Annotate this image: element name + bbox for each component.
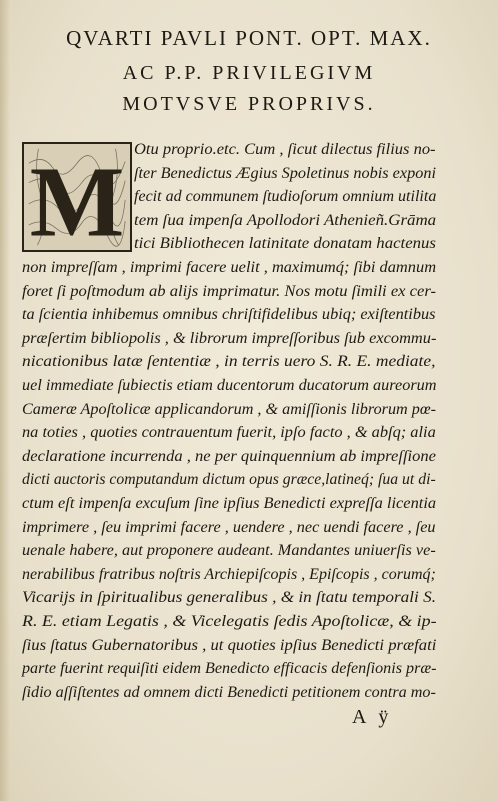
text-line: tem ſua impenſa Apollodori Athenieñ.Grāma — [134, 211, 437, 229]
text-line: tici Bibliothecen latinitate donatam hactenus — [134, 235, 436, 253]
text-line: dicti auctoris computandum dictum opus græce,latineq́; ſua ut di- — [22, 471, 436, 489]
text-line: ſter Benedictus Ægius Spoletinus nobis exponi — [134, 164, 437, 182]
text-line: na toties , quoties contrauentum fuerit, ipſo facto , & abſq; alia — [22, 424, 436, 442]
page-gutter-shadow — [0, 0, 10, 801]
signature-mark: A ÿ — [352, 706, 393, 728]
text-line: fecit ad communem ſtudioſorum omnium utilita — [134, 188, 437, 206]
text-line: ta ſcientia inhibemus omnibus chriſtifidelibus ubiq; exiſtentibus — [22, 306, 436, 324]
text-line: declaratione incurrenda , ne per quinquennium ab impreſſione — [22, 447, 437, 465]
text-line: foret ſi poſtmodum ab alijs imprimatur. Nos motu ſimili ex cer- — [22, 282, 437, 300]
svg-text:M: M — [29, 146, 125, 250]
text-line: ſius ſtatus Gubernatoribus , ut quoties ipſius Benedicti præfati — [22, 636, 437, 654]
text-line: Vicarijs in ſpiritualibus generalibus , & in ſtatu temporali S. — [22, 589, 437, 607]
text-line: uel immediate ſubiectis etiam ducentorum ducatorum aureorum — [22, 377, 437, 394]
initial-ornament-icon — [24, 144, 130, 250]
text-line: Cameræ Apoſtolicæ applicandorum , & amiſſionis librorum pœ- — [22, 400, 436, 418]
text-line: ctum eſt impenſa excuſum ſine ipſius Benedicti expreſſa licentia — [22, 495, 437, 512]
text-line: parte fuerint requiſiti eidem Benedicto efficacis defenſionis præ- — [22, 660, 437, 678]
text-line: nicationibus latæ ſententiæ , in terris uero S. R. E. mediate, — [22, 353, 436, 371]
text-line: R. E. etiam Legatis , & Vicelegatis ſedis Apoſtolicæ, & ip- — [22, 613, 437, 630]
text-line: uenale habere, aut proponere audeant. Mandantes uniuerſis ve- — [22, 542, 436, 560]
decorated-initial-m — [22, 142, 132, 252]
page-heading-line-3: MOTVSVE PROPRIVS. — [122, 93, 376, 115]
text-line: nerabilibus fratribus noſtris Archiepiſcopis , Epiſcopis , corumq́; — [22, 565, 436, 583]
page-heading-line-1: QVARTI PAVLI PONT. OPT. MAX. — [66, 26, 432, 50]
text-line: non impreſſam , imprimi facere uelit , maximumq́; ſibi damnum — [22, 259, 437, 276]
text-line: ſidio aſſiſtentes ad omnem dicti Benedicti petitionem contra mo- — [22, 683, 436, 701]
text-line: imprimere , ſeu imprimi facere , uendere , nec uendi facere , ſeu — [22, 518, 436, 536]
page-heading-line-2: AC P.P. PRIVILEGIVM — [122, 62, 376, 84]
text-line: Otu proprio.etc. Cum , ſicut dilectus filius no- — [134, 141, 436, 158]
text-line: præſertim bibliopolis , & librorum impreſſoribus ſub excommu- — [22, 329, 437, 347]
